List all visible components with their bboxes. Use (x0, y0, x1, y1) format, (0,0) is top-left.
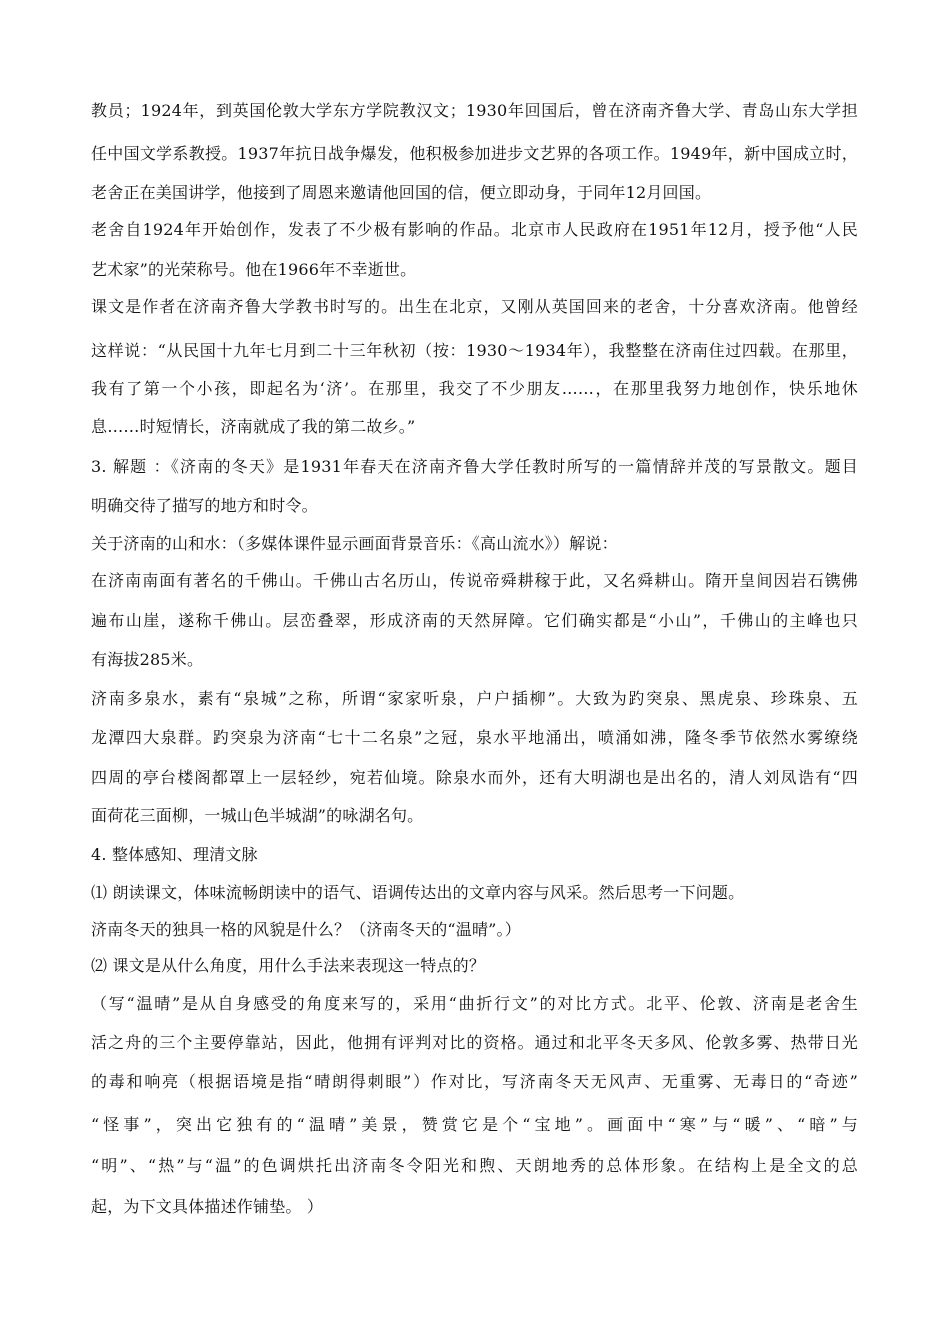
text-line: （写“温晴”是从自身感受的角度来写的，采用“曲折行文”的对比方式。北平、伦敦、济南是老舍生 (91, 994, 858, 1013)
text-line: 济南冬天的独具一格的风貌是什么？（济南冬天的“温晴”。） (91, 920, 521, 939)
text-line: 在济南南面有著名的千佛山。千佛山古名历山，传说帝舜耕稼于此，又名舜耕山。隋开皇间因岩石镌佛 (91, 571, 858, 590)
text-line: 活之舟的三个主要停靠站，因此，他拥有评判对比的资格。通过和北平冬天多风、伦敦多雾、热带日光 (91, 1033, 858, 1052)
text-line: 教员；1924年，到英国伦敦大学东方学院教汉文；1930年回国后，曾在济南齐鲁大学、青岛山东大学担 (91, 101, 858, 120)
text-line: 老舍自1924年开始创作，发表了不少极有影响的作品。北京市人民政府在1951年12月，授予他“人民 (91, 220, 858, 239)
text-line: 老舍正在美国讲学，他接到了周恩来邀请他回国的信，便立即动身，于同年12月回国。 (91, 183, 712, 202)
text-line: 的毒和响亮（根据语境是指“晴朗得刺眼”）作对比，写济南冬天无风声、无重雾、无毒日的“奇迹” (91, 1072, 858, 1091)
text-line: ⑵ 课文是从什么角度，用什么手法来表现这一特点的？ (91, 956, 486, 975)
text-line: 面荷花三面柳，一城山色半城湖”的咏湖名句。 (91, 806, 424, 825)
text-line: 四周的亭台楼阁都罩上一层轻纱，宛若仙境。除泉水而外，还有大明湖也是出名的，清人刘凤诰有“四 (91, 768, 858, 787)
text-line: 济南多泉水，素有“泉城”之称，所谓“家家听泉，户户插柳”。大致为趵突泉、黑虎泉、珍珠泉、五 (91, 689, 858, 708)
text-line: 课文是作者在济南齐鲁大学教书时写的。出生在北京，又刚从英国回来的老舍，十分喜欢济南。他曾经 (91, 297, 858, 316)
text-line: ⑴ 朗读课文，体味流畅朗读中的语气、语调传达出的文章内容与风采。然后思考一下问题。 (91, 883, 745, 902)
text-line: “怪事”，突出它独有的“温晴”美景，赞赏它是个“宝地”。画面中“寒”与“暖”、“暗”与 (91, 1115, 858, 1134)
text-line: 明确交待了描写的地方和时令。 (91, 496, 318, 515)
text-line: 我有了第一个小孩，即起名为‘济’。在那里，我交了不少朋友……，在那里我努力地创作，快乐地休 (91, 379, 858, 398)
text-line: 起，为下文具体描述作铺垫。 ） (91, 1197, 324, 1216)
text-line: 3. 解题 ：《济南的冬天》是1931年春天在济南齐鲁大学任教时所写的一篇情辞并茂的写景散文。题目 (91, 457, 858, 476)
text-line: 这样说：“从民国十九年七月到二十三年秋初（按：1930～1934年），我整整在济南住过四载。在那里， (91, 341, 858, 360)
text-line: 关于济南的山和水：（多媒体课件显示画面背景音乐：《高山流水》）解说： (91, 534, 618, 553)
text-line: 息……时短情长，济南就成了我的第二故乡。” (91, 417, 416, 436)
text-line: 遍布山崖，遂称千佛山。层峦叠翠，形成济南的天然屏障。它们确实都是“小山”，千佛山的主峰也只 (91, 611, 858, 630)
text-line: 任中国文学系教授。1937年抗日战争爆发，他积极参加进步文艺界的各项工作。1949年，新中国成立时， (91, 144, 858, 163)
text-line: “明”、“热”与“温”的色调烘托出济南冬令阳光和煦、天朗地秀的总体形象。在结构上是全文的总 (91, 1156, 858, 1175)
section-heading: 4. 整体感知、理清文脉 (91, 845, 258, 864)
text-line: 有海拔285米。 (91, 650, 204, 669)
text-line: 艺术家”的光荣称号。他在1966年不幸逝世。 (91, 260, 417, 279)
text-line: 龙潭四大泉群。趵突泉为济南“七十二名泉”之冠，泉水平地涌出，喷涌如沸，隆冬季节依然水雾缭绕 (91, 728, 858, 747)
